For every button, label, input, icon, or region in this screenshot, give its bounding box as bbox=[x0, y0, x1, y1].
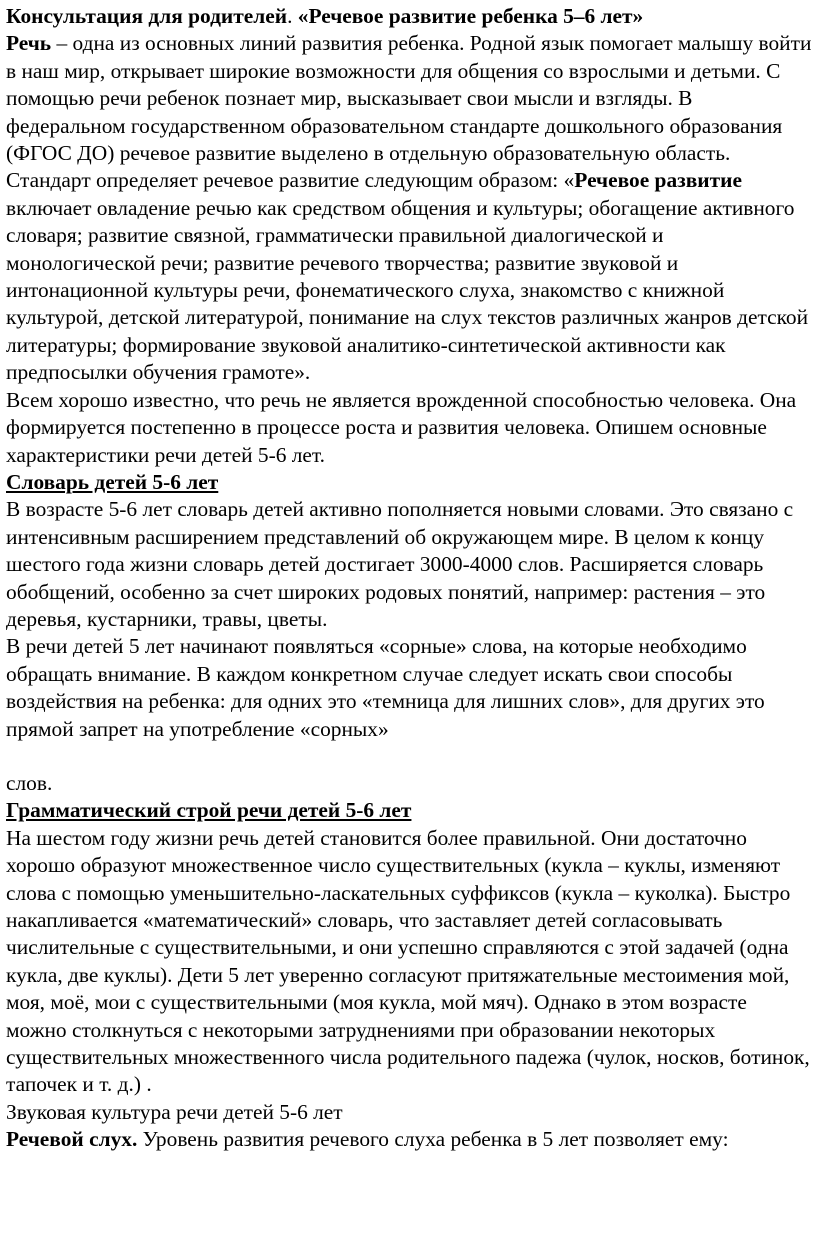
intro-term: Речь bbox=[6, 31, 52, 56]
sound-heading: Звуковая культура речи детей 5-6 лет bbox=[6, 1099, 343, 1124]
vocab-heading: Словарь детей 5-6 лет bbox=[6, 469, 219, 494]
vocab-paragraph-2: В речи детей 5 лет начинают появляться «сорные» слова, на которые необходимо обращать внимание. В каждом конкретном случае следует искать свои способы воздействия на ребенка: для одних это «темница для лишних слов», для других это прямой запрет на употребление «сорных» bbox=[6, 634, 765, 741]
title-topic: «Речевое развитие ребенка 5–6 лет» bbox=[297, 4, 644, 28]
sound-term: Речевой слух. bbox=[6, 1127, 138, 1152]
document-title bbox=[6, 3, 812, 30]
intro-quote-term: Речевое развитие bbox=[574, 168, 742, 193]
title-separator: . bbox=[287, 4, 298, 28]
general-paragraph: Всем хорошо известно, что речь не является врожденной способностью человека. Она формируется постепенно в процессе роста и развития человека. Опишем основные характеристики речи детей 5-6 лет. bbox=[6, 387, 797, 467]
intro-text-b: включает овладение речью как средством общения и культуры; обогащение активного словаря; развитие связной, грамматически правильной диалогической и монологической речи; развитие речевого творчества; развитие звуковой и интонационной культуры речи, фонематического слуха, знакомство с книжной культурой, детской литературой, понимание на слух текстов различных жанров детской литературы; формирование звуковой аналитико-синтетической активности как предпосылки обучения грамоте». bbox=[6, 195, 809, 385]
document-page bbox=[6, 3, 812, 1154]
intro-paragraph bbox=[6, 30, 812, 386]
vocab-paragraph-1: В возрасте 5-6 лет словарь детей активно пополняется новыми словами. Это связано с интенсивным расширением представлений об окружающем мире. В целом к концу шестого года жизни словарь детей достигает 3000-4000 слов. Расширяется словарь обобщений, особенно за счет широких родовых понятий, например: растения – это деревья, кустарники, травы, цветы. bbox=[6, 497, 794, 631]
grammar-paragraph-1: На шестом году жизни речь детей становится более правильной. Они достаточно хорошо образуют множественное число существительных (кукла – куклы, изменяют слова с помощью уменьшительно-ласкательных суффиксов (кукла – куколка). Быстро накапливается «математический» словарь, что заставляет детей согласовывать числительные с существительными, и они успешно справляются с этой задачей (одна кукла, две куклы). Дети 5 лет уверенно согласуют притяжательные местоимения мой, моя, моё, мои с существительными (моя кукла, мой мяч). Однако в этом возрасте можно столкнуться с некоторыми затруднениями при образовании некоторых существительных множественного числа родительного падежа (чулок, носков, ботинок, тапочек и т. д.) . bbox=[6, 825, 810, 1097]
title-label: Консультация для родителей bbox=[6, 4, 288, 28]
sound-paragraph bbox=[6, 1126, 812, 1153]
vocab-paragraph-2-end: слов. bbox=[6, 770, 53, 795]
grammar-heading: Грамматический строй речи детей 5-6 лет bbox=[6, 798, 412, 823]
sound-text: Уровень развития речевого слуха ребенка в 5 лет позволяет ему: bbox=[137, 1127, 729, 1152]
intro-text-a: – одна из основных линий развития ребенка. Родной язык помогает малышу войти в наш мир, открывает широкие возможности для общения со взрослыми и детьми. С помощью речи ребенок познает мир, высказывает свои мысли и взгляды. В федеральном государственном образовательном стандарте дошкольного образования (ФГОС ДО) речевое развитие выделено в отдельную образовательную область. Стандарт определяет речевое развитие следующим образом: « bbox=[6, 31, 812, 193]
